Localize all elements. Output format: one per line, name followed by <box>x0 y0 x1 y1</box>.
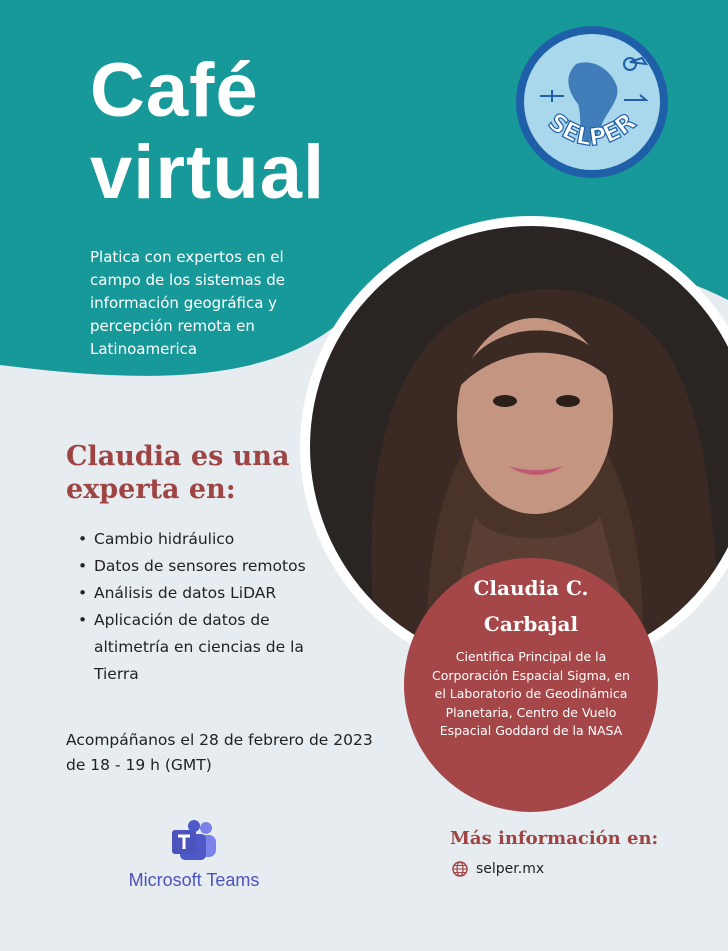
expert-heading-line-2: experta en: <box>66 474 236 505</box>
globe-icon <box>452 861 468 877</box>
skill-item: • Datos de sensores remotos <box>78 557 306 575</box>
microsoft-teams-badge <box>128 820 260 891</box>
title-line-2: virtual <box>90 130 326 215</box>
speaker-role: Cientifica Principal de la Corporación Espacial Sigma, en el Laboratorio de Geodinámica Planetaria, Centro de Vuelo Espacial Goddard de la NASA <box>432 649 630 738</box>
skill-item: • Análisis de datos LiDAR <box>78 584 277 602</box>
skills-list <box>78 526 329 688</box>
selper-logo <box>512 22 672 182</box>
website-text[interactable]: selper.mx <box>476 861 545 877</box>
expert-heading <box>66 440 289 506</box>
speaker-name: Claudia C. Carbajal <box>473 576 589 636</box>
teams-label: Microsoft Teams <box>128 870 260 890</box>
speaker-card <box>404 558 658 812</box>
event-title <box>90 50 325 214</box>
skill-item: • Cambio hidráulico <box>78 530 235 548</box>
title-line-1: Café <box>90 48 259 133</box>
more-info-heading: Más información en: <box>450 828 659 849</box>
website-link[interactable] <box>452 861 544 877</box>
intro-text: Platica con expertos en el campo de los sistemas de información geográfica y percepción remota en Latinoamerica <box>90 248 286 358</box>
microsoft-teams-icon <box>170 820 218 862</box>
logo-text: SELPER <box>542 107 642 152</box>
skill-item: • Aplicación de datos de altimetría en ciencias de la Tierra <box>78 611 304 683</box>
expert-heading-line-1: Claudia es una <box>66 441 290 472</box>
event-date-text: Acompáñanos el 28 de febrero de 2023 de 18 - 19 h (GMT) <box>66 731 373 774</box>
